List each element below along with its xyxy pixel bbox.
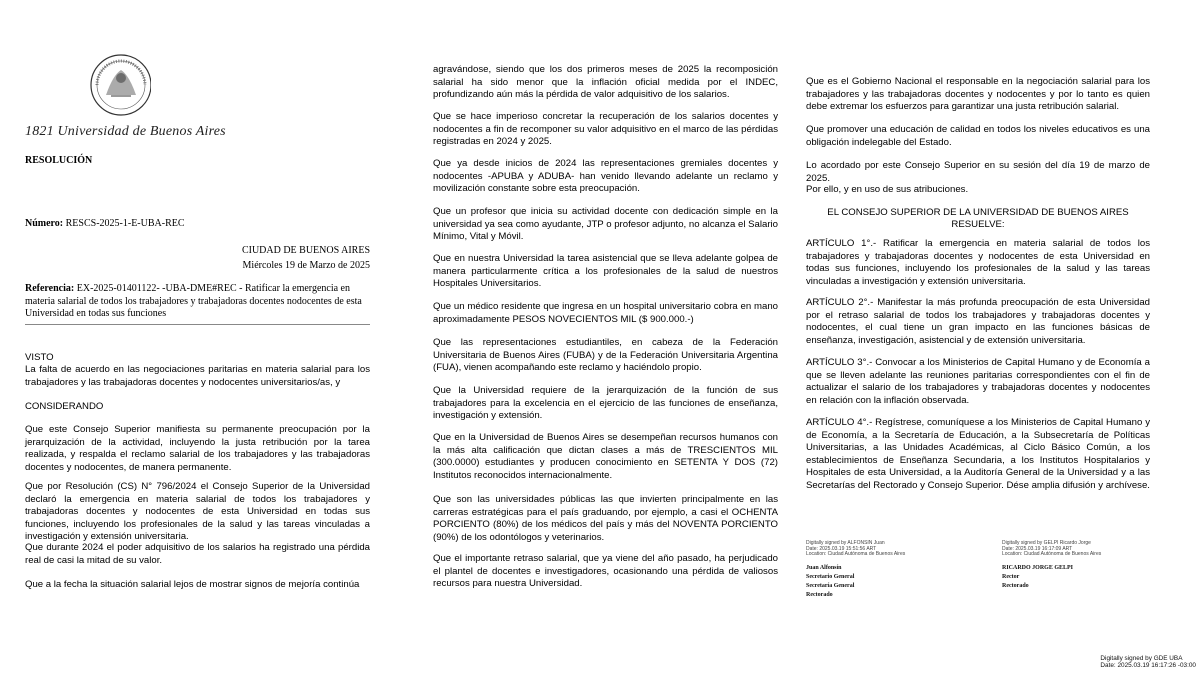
referencia-label: Referencia:	[25, 283, 75, 294]
articulo-4: ARTÍCULO 4°.- Regístrese, comuníquese a los Ministerios de Capital Humano y de Economía, a la Secretaría de Educación, a la Subsecretaría de Políticas Universitarias, a las Unidades Académicas, al Ciclo Básico Común, a los establecimientos de Enseñanza Secundaria, a los Institutos Hospitalarios y Hospitales de esta Universidad, a la Auditoría General de la Universidad y a las Secretarías del Rectorado y Consejo Superior. Dése amplia difusión y archívese.	[806, 417, 1150, 491]
articulo-1: ARTÍCULO 1°.- Ratificar la emergencia en materia salarial de todos los trabajadores y trabajadoras docentes y nodocentes de esta Universidad en todas sus funciones, incluyendo los profesionales de la salud y las tareas vinculadas a investigación y extensión universitaria.	[806, 238, 1150, 287]
digital-signature-line: Digitally signed by GELPI Ricardo Jorge	[1002, 540, 1091, 546]
digital-signature-line: Location: Ciudad Autónoma de Buenos Aires	[1002, 551, 1102, 558]
articulo-3: ARTÍCULO 3°.- Convocar a los Ministerios de Capital Humano y de Economía a que se lleven adelante las reuniones paritarias correspondientes con el fin de actualizar el salario de los trabajadores y trabajadoras docentes y nodocentes en relación con la inflación observada.	[806, 357, 1150, 406]
considerando-paragraph: Que durante 2024 el poder adquisitivo de los salarios ha registrado una pérdida real de casi la mitad de su valor.	[25, 542, 370, 566]
considerando-paragraph: Lo acordado por este Consejo Superior en su sesión del día 19 de marzo de 2025.	[806, 160, 1150, 184]
fecha: Miércoles 19 de Marzo de 2025	[242, 260, 370, 271]
considerando-paragraph: Que a la fecha la situación salarial lejos de mostrar signos de mejoría continúa	[25, 579, 360, 590]
considerando-title: CONSIDERANDO	[25, 401, 104, 412]
articulo-2: ARTÍCULO 2°.- Manifestar la más profunda preocupación de esta Universidad por el retraso salarial de todos los trabajadores y trabajadoras docentes y nodocentes, el cual tiene un gran impacto en las funciones básicas de enseñanza, investigación, asistencial y de extensión universitaria.	[806, 297, 1150, 346]
considerando-paragraph: Que son las universidades públicas las que invierten principalmente en las carreras estratégicas para el país graduando, por ejemplo, a casi el OCHENTA PORCIENTO (80%) de los médicos del país y más del NOVENTA PORCIENTO (90%) de los odontólogos y veterinarios.	[433, 494, 778, 543]
visto-text: La falta de acuerdo en las negociaciones paritarias en materia salarial para los trabajadores y las trabajadoras docentes y nodocentes universitarios/as, y	[25, 364, 370, 388]
university-name: 1821 Universidad de Buenos Aires	[25, 124, 226, 139]
visto-title: VISTO	[25, 352, 54, 363]
gde-signature-stamp	[1100, 655, 1196, 669]
considerando-paragraph: Por ello, y en uso de sus atribuciones.	[806, 184, 969, 195]
signer-role: Secretario General	[806, 573, 855, 580]
signer-info	[1002, 564, 1101, 591]
consejo-heading-line2: RESUELVE:	[951, 219, 1005, 230]
considerando-paragraph: Que en la Universidad de Buenos Aires se desempeñan recursos humanos con la más alta calificación que dictan clases a más de TRESCIENTOS MIL (300.0000) estudiantes y producen conocimiento en SETENTA Y DOS (72) Institutos reconocidos internacionalmente.	[433, 432, 778, 481]
considerando-paragraph: Que un médico residente que ingresa en un hospital universitario cobra en mano aproximadamente PESOS NOVECIENTOS MIL ($ 900.000.-)	[433, 301, 778, 325]
page-column-2	[433, 0, 778, 675]
referencia	[25, 283, 370, 321]
signer-role: Rector	[1002, 573, 1020, 580]
numero-label: Número:	[25, 218, 64, 229]
signer-role: Rectorado	[806, 591, 833, 598]
considerando-paragraph: Que en nuestra Universidad la tarea asistencial que se lleva adelante golpea de manera particularmente crítica a los profesionales de la salud de nuestros Hospitales Universitarios.	[433, 253, 778, 289]
considerando-paragraph: Que ya desde inicios de 2024 las representaciones gremiales docentes y nodocentes -APUBA y ADUBA- han venido llevando adelante un reclamo y movilización constante sobre esta preocupación.	[433, 158, 778, 194]
considerando-paragraph: Que por Resolución (CS) N° 796/2024 el Consejo Superior de la Universidad declaró la emergencia en materia salarial de todos los trabajadores y trabajadoras docentes y nodocentes de esta Universidad en todas sus funciones, incluyendo los profesionales de la salud y las tareas vinculadas a investigación y extensión universitaria.	[25, 481, 370, 542]
considerando-paragraph: Que es el Gobierno Nacional el responsable en la negociación salarial para los trabajadores y las trabajadoras docentes y nodocentes y por lo tanto es quien debe extremar los esfuerzos para garantizar una justa retribución salarial.	[806, 76, 1150, 112]
considerando-paragraph: Que promover una educación de calidad en todos los niveles educativos es una obligación indelegable del Estado.	[806, 124, 1150, 148]
digital-signature-stamp	[806, 541, 905, 558]
digital-signature-line: Date: 2025.03.19 15:51:56 ART	[806, 545, 877, 552]
signature-block-gelpi	[1002, 541, 1101, 591]
considerando-paragraph: Que la Universidad requiere de la jerarquización de la función de sus trabajadores para la excelencia en el ejercicio de las funciones de enseñanza, investigación y extensión.	[433, 385, 778, 421]
consejo-heading-line1: EL CONSEJO SUPERIOR DE LA UNIVERSIDAD DE BUENOS AIRES	[827, 207, 1129, 218]
page-column-1	[25, 0, 370, 675]
page-column-3	[806, 0, 1150, 675]
ciudad-fecha	[242, 243, 370, 273]
digital-signature-line: Date: 2025.03.19 16:17:09 ART	[1002, 545, 1073, 552]
numero-value: RESCS-2025-1-E-UBA-REC	[65, 218, 185, 229]
considerando-paragraph: Que un profesor que inicia su actividad docente con dedicación simple en la universidad ya sea como ayudante, JTP o profesor adjunto, no alcanza el Salario Mínimo, Vital y Móvil.	[433, 206, 778, 242]
signature-block-alfonsin	[806, 541, 905, 600]
gde-line: Digitally signed by GDE UBA	[1100, 655, 1183, 662]
university-seal-logo	[61, 50, 151, 120]
signer-name: Juan Alfonsín	[806, 564, 842, 571]
digital-signature-line: Digitally signed by ALFONSIN Juan	[806, 540, 885, 546]
signer-info	[806, 564, 905, 600]
divider	[25, 324, 370, 325]
ciudad: CIUDAD DE BUENOS AIRES	[241, 245, 370, 256]
numero-line	[25, 218, 185, 229]
digital-signature-stamp	[1002, 541, 1101, 558]
resolucion-title: RESOLUCIÓN	[25, 155, 93, 166]
gde-line: Date: 2025.03.19 16:17:26 -03:00	[1100, 662, 1196, 669]
considerando-paragraph: agravándose, siendo que los dos primeros meses de 2025 la recomposición salarial ha sido menor que la inflación oficial medida por el INDEC, profundizando aún más la pérdida de valor adquisitivo de los salarios.	[433, 64, 778, 100]
signer-role: Secretaría General	[806, 582, 855, 589]
considerando-paragraph: Que este Consejo Superior manifiesta su permanente preocupación por la jerarquización de la actividad, incluyendo la justa retribución por la tarea realizada, y respalda el reclamo salarial de los trabajadores y las trabajadoras docentes y nodocentes, de manera permanente.	[25, 424, 370, 473]
considerando-paragraph: Que las representaciones estudiantiles, en cabeza de la Federación Universitaria de Buenos Aires (FUBA) y de la Federación Universitaria Argentina (FUA), vienen acompañando este reclamo y haciéndolo propio.	[433, 337, 778, 373]
signer-role: Rectorado	[1002, 582, 1029, 589]
signer-name: RICARDO JORGE GELPI	[1002, 564, 1074, 571]
considerando-paragraph: Que el importante retraso salarial, que ya viene del año pasado, ha perjudicado el plantel de docentes e investigadores, ocasionando una pérdida de valiosos recursos para nuestra Universidad.	[433, 553, 778, 589]
referencia-text: EX-2025-01401122- -UBA-DME#REC - Ratificar la emergencia en materia salarial de todos los trabajadores y trabajadoras docentes nodocentes de esta Universidad en todas sus funciones	[25, 283, 362, 319]
consejo-heading	[806, 207, 1150, 231]
considerando-paragraph: Que se hace imperioso concretar la recuperación de los salarios docentes y nodocentes a fin de recomponer su valor adquisitivo en el marco de las pérdidas registradas en 2024 y 2025.	[433, 111, 778, 147]
digital-signature-line: Location: Ciudad Autónoma de Buenos Aires	[806, 551, 906, 558]
